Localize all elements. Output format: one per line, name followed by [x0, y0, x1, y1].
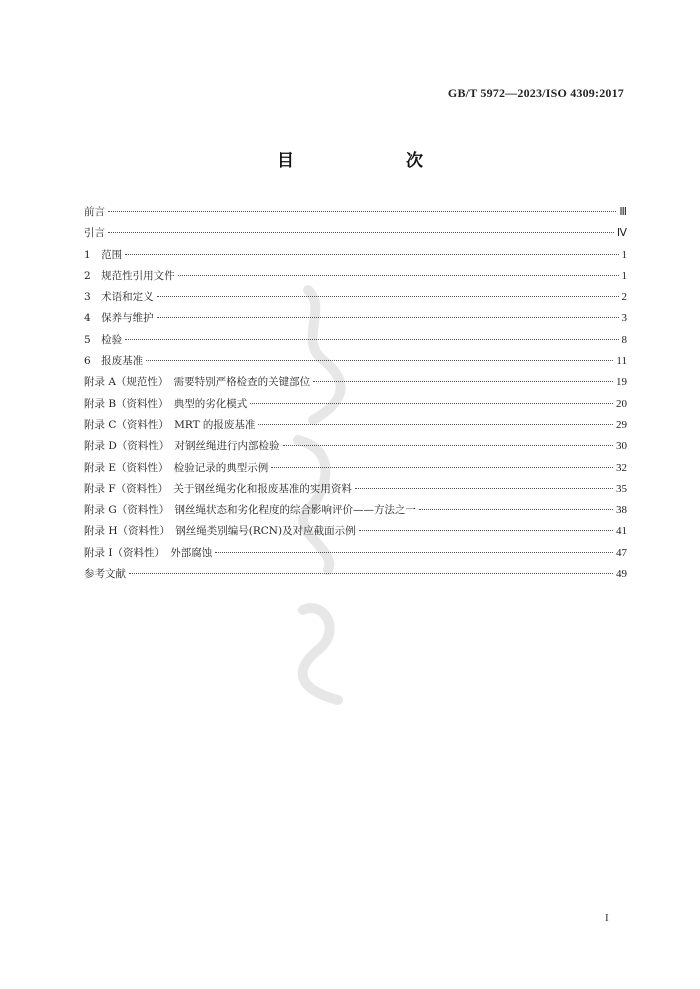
toc-leader-dots: [419, 509, 613, 510]
page-title: 目 次: [277, 151, 449, 171]
toc-entry-label: 4 保养与维护: [84, 312, 154, 325]
toc-entry-label: 6 报废基准: [84, 355, 144, 368]
toc-entry-page: 1: [621, 248, 627, 261]
toc-entry-label: 附录 I（资料性） 外部腐蚀: [84, 546, 213, 559]
toc-entry[interactable]: [84, 415, 627, 436]
toc-entry-page: 49: [616, 568, 627, 581]
toc-entry-label: 参考文献: [84, 568, 126, 581]
toc-entry[interactable]: [84, 564, 627, 585]
toc-leader-dots: [258, 424, 613, 425]
toc-entry-label: 附录 B（资料性） 典型的劣化模式: [84, 397, 248, 410]
toc-entry[interactable]: [84, 372, 627, 393]
toc-entry-page: 3: [621, 312, 627, 325]
toc-entry-page: 2: [621, 291, 627, 304]
toc-entry-page: 11: [616, 355, 627, 368]
toc-entry-page: 41: [616, 525, 627, 538]
toc-entry-page: 19: [616, 376, 627, 389]
toc-entry-label: 附录 D（资料性） 对钢丝绳进行内部检验: [84, 440, 280, 453]
toc-entry[interactable]: [84, 479, 627, 500]
toc-leader-dots: [157, 317, 619, 318]
toc-leader-dots: [313, 381, 613, 382]
toc-entry-label: 1 范围: [84, 248, 123, 261]
toc-entry-label: 附录 H（资料性） 钢丝绳类别编号(RCN)及对应截面示例: [84, 525, 356, 538]
toc-entry-label: 附录 A（规范性） 需要特别严格检查的关键部位: [84, 376, 311, 389]
toc-entry-label: 附录 C（资料性） MRT 的报废基准: [84, 418, 256, 431]
toc-entry-page: Ⅳ: [616, 227, 627, 240]
toc-leader-dots: [108, 232, 614, 233]
toc-leader-dots: [359, 530, 613, 531]
toc-entry-page: 8: [621, 333, 627, 346]
toc-entry-label: 附录 F（资料性） 关于钢丝绳劣化和报废基准的实用资料: [84, 482, 352, 495]
toc-entry[interactable]: [84, 308, 627, 329]
toc-entry-page: 38: [616, 504, 627, 517]
toc-entry[interactable]: [84, 436, 627, 457]
toc-entry-label: 附录 G（资料性） 钢丝绳状态和劣化程度的综合影响评价——方法之一: [84, 504, 416, 517]
toc-entry-label: 附录 E（资料性） 检验记录的典型示例: [84, 461, 269, 474]
toc-entry-page: Ⅲ: [619, 206, 627, 218]
toc-entry[interactable]: [84, 287, 627, 308]
table-of-contents: [84, 202, 627, 585]
toc-entry-page: 20: [616, 397, 627, 410]
toc-leader-dots: [178, 275, 619, 276]
toc-entry-label: 2 规范性引用文件: [84, 269, 175, 282]
toc-leader-dots: [125, 254, 618, 255]
toc-leader-dots: [146, 360, 613, 361]
toc-leader-dots: [215, 552, 613, 553]
toc-entry[interactable]: [84, 351, 627, 372]
toc-entry-label: 引言: [84, 227, 105, 240]
toc-leader-dots: [125, 339, 618, 340]
toc-leader-dots: [355, 488, 613, 489]
toc-entry-page: 47: [616, 546, 627, 559]
toc-leader-dots: [283, 445, 613, 446]
toc-entry[interactable]: [84, 521, 627, 542]
toc-leader-dots: [108, 211, 616, 212]
standard-code: GB/T 5972—2023/ISO 4309:2017: [447, 86, 624, 100]
toc-leader-dots: [271, 467, 613, 468]
toc-entry[interactable]: [84, 458, 627, 479]
toc-entry-page: 32: [616, 461, 627, 474]
toc-entry-page: 29: [616, 418, 627, 431]
toc-entry-label: 前言: [84, 206, 105, 218]
toc-entry-label: 5 检验: [84, 333, 123, 346]
toc-entry[interactable]: [84, 245, 627, 266]
toc-entry[interactable]: [84, 223, 627, 244]
toc-entry-label: 3 术语和定义: [84, 291, 154, 304]
toc-leader-dots: [157, 296, 619, 297]
toc-entry[interactable]: [84, 543, 627, 564]
toc-entry[interactable]: [84, 394, 627, 415]
toc-entry-page: 1: [621, 269, 627, 282]
page-number: I: [605, 912, 609, 924]
toc-entry[interactable]: [84, 330, 627, 351]
toc-entry-page: 35: [616, 482, 627, 495]
toc-entry[interactable]: [84, 266, 627, 287]
toc-leader-dots: [129, 573, 613, 574]
toc-entry[interactable]: [84, 500, 627, 521]
toc-leader-dots: [250, 403, 613, 404]
toc-entry-page: 30: [616, 440, 627, 453]
toc-entry[interactable]: [84, 202, 627, 223]
